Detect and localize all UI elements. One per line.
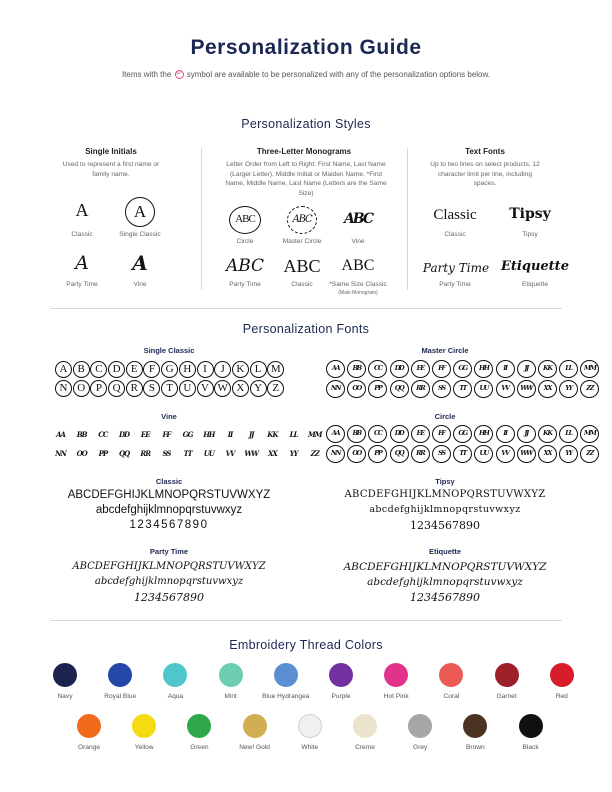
thread-label: Royal Blue: [104, 693, 137, 700]
thread-swatch-garnet: [495, 663, 519, 687]
single-classic-letter: A: [55, 361, 72, 378]
thread-swatch-blue-hydrangea: [274, 663, 298, 687]
single-classic-letter: R: [126, 380, 143, 397]
circle-letter: KK: [538, 425, 557, 443]
master-circle-letter: EE: [411, 360, 430, 378]
subtitle-before: Items with the: [121, 70, 172, 79]
font-etiquette-title: Etiquette: [428, 547, 462, 556]
font-single-classic-row1: [55, 361, 285, 378]
thread-label: Aqua: [167, 693, 184, 700]
single-circle-label: Single Classic: [119, 231, 161, 238]
single-classic-letter: B: [73, 361, 90, 378]
single-initials-desc: Used to represent a first name or family name.: [62, 161, 160, 178]
circle-letter: MM: [580, 425, 599, 443]
circle-letter: LL: [559, 425, 578, 443]
vine-letter: XX: [267, 449, 277, 458]
divider-fonts-threads: [50, 620, 562, 621]
three-letter-desc: Letter Order from Left to Right: First Name, Last Name (Larger Letter), Middle Initial or Maiden Name. *First Name, Middle Name, Last Name (Letters are the Same Size): [225, 161, 387, 197]
master-circle-letter: GG: [453, 360, 472, 378]
single-classic-letter: F: [143, 361, 160, 378]
circle-letter: FF: [432, 425, 451, 443]
master-circle-letter: CC: [368, 360, 387, 378]
thread-swatch-creme: [353, 714, 377, 738]
thread-swatch-navy: [53, 663, 77, 687]
circle-letter: HH: [474, 425, 493, 443]
circle-letter: TT: [453, 445, 472, 463]
subtitle-after: symbol are available to be personalized with any of the personalization options below.: [186, 70, 491, 79]
font-etiquette-lower: abcdefghijklmnopqrstuvwxyz: [367, 576, 523, 588]
single-initials-title: Single Initials: [85, 147, 137, 156]
mono-classic-label: Classic: [291, 281, 313, 288]
vine-letter: II: [227, 430, 233, 439]
font-etiquette-digits: 1234567890: [410, 591, 480, 604]
master-circle-letter: VV: [496, 380, 515, 398]
master-circle-letter: YY: [559, 380, 578, 398]
vine-letter: OO: [76, 449, 87, 458]
circle-letter: DD: [390, 425, 409, 443]
thread-swatch-purple: [329, 663, 353, 687]
text-fonts-desc: Up to two lines on select products, 12 character limit per line, including spaces.: [430, 161, 540, 187]
master-circle-letter: WW: [517, 380, 536, 398]
thread-swatch-black: [519, 714, 543, 738]
circle-letter: ZZ: [580, 445, 599, 463]
single-classic-letter: X: [232, 380, 249, 397]
master-circle-letter: LL: [559, 360, 578, 378]
thread-label: White: [301, 744, 319, 751]
circle-letter: JJ: [517, 425, 536, 443]
vine-letter: NN: [55, 449, 66, 458]
master-circle-letter: QQ: [390, 380, 409, 398]
vine-letter: QQ: [118, 449, 130, 458]
single-classic-letter: D: [108, 361, 125, 378]
text-classic-sample: Classic: [433, 207, 477, 223]
master-circle-letter: MM: [580, 360, 599, 378]
font-single-classic-row2: [55, 380, 285, 397]
text-etiquette-sample: Etiquette: [501, 259, 569, 274]
mono-master-circle-sample: ABC: [287, 206, 317, 234]
page-title: Personalization Guide: [190, 36, 422, 59]
single-classic-letter: C: [90, 361, 107, 378]
vine-letter: FF: [162, 430, 171, 439]
font-party-time-lower: abcdefghijklmnopqrstuvwxyz: [94, 576, 244, 587]
vine-letter: GG: [182, 430, 193, 439]
mono-same-size-sample: ABC: [341, 257, 375, 274]
circle-letter: GG: [453, 425, 472, 443]
circle-letter: CC: [368, 425, 387, 443]
thread-swatch-mint: [219, 663, 243, 687]
thread-label: Creme: [355, 744, 375, 751]
thread-swatch-green: [187, 714, 211, 738]
master-circle-letter: FF: [432, 360, 451, 378]
font-classic-title: Classic: [155, 477, 183, 486]
vine-letter: EE: [140, 430, 150, 439]
circle-letter: YY: [559, 445, 578, 463]
master-circle-letter: PP: [368, 380, 387, 398]
master-circle-letter: UU: [474, 380, 493, 398]
mono-same-size-label: *Same Size Classic: [329, 281, 387, 288]
circle-letter: RR: [411, 445, 430, 463]
font-master-circle-row2: [326, 380, 601, 398]
master-circle-letter: SS: [432, 380, 451, 398]
vine-letter: PP: [98, 449, 108, 458]
thread-swatch-yellow: [132, 714, 156, 738]
font-party-time-digits: 1234567890: [134, 591, 204, 604]
master-circle-letter: NN: [326, 380, 345, 398]
single-classic-label: Classic: [71, 231, 93, 238]
vine-letter: BB: [76, 430, 87, 439]
thread-label: Red: [555, 693, 568, 700]
font-master-circle-row1: [326, 360, 601, 378]
vine-letter: HH: [203, 430, 215, 439]
thread-swatch-new-gold: [243, 714, 267, 738]
single-classic-letter: P: [90, 380, 107, 397]
single-classic-letter: Y: [250, 380, 267, 397]
single-circle-sample: A: [125, 197, 155, 227]
master-circle-letter: AA: [326, 360, 345, 378]
font-tipsy-lower: abcdefghijklmnopqrstuvwxyz: [369, 504, 521, 515]
thread-label: Purple: [331, 693, 351, 700]
vine-letter: YY: [289, 449, 298, 458]
single-classic-letter: G: [161, 361, 178, 378]
master-circle-letter: DD: [390, 360, 409, 378]
single-classic-letter: I: [197, 361, 214, 378]
single-classic-letter: S: [143, 380, 160, 397]
thread-label: Blue Hydrangea: [262, 693, 310, 700]
circle-letter: II: [496, 425, 515, 443]
master-circle-letter: ZZ: [580, 380, 599, 398]
mono-partytime-sample: ABC: [225, 256, 265, 276]
master-circle-letter: KK: [538, 360, 557, 378]
vine-letter: UU: [203, 449, 214, 458]
single-classic-letter: K: [232, 361, 249, 378]
mono-partytime-label: Party Time: [229, 281, 261, 288]
font-tipsy-digits: 1234567890: [410, 519, 480, 532]
thread-label: New! Gold: [239, 744, 270, 751]
text-fonts-title: Text Fonts: [465, 147, 505, 156]
single-partytime-sample: A: [75, 252, 89, 274]
divider-right: [407, 148, 408, 290]
circle-letter: AA: [326, 425, 345, 443]
text-tipsy-label: Tipsy: [522, 231, 538, 238]
font-tipsy-upper: ABCDEFGHIJKLMNOPQRSTUVWXYZ: [344, 489, 546, 500]
personalization-p-icon: P: [175, 70, 184, 79]
single-classic-letter: T: [161, 380, 178, 397]
thread-label: Orange: [78, 744, 100, 751]
single-classic-letter: V: [197, 380, 214, 397]
font-vine-row2: [51, 445, 326, 463]
vine-letter: SS: [162, 449, 171, 458]
vine-letter: AA: [56, 430, 65, 439]
mono-vine-label: Vine: [351, 238, 365, 245]
fonts-heading: Personalization Fonts: [242, 322, 370, 336]
single-vine-label: Vine: [133, 281, 147, 288]
circle-letter: SS: [432, 445, 451, 463]
font-classic-upper: ABCDEFGHIJKLMNOPQRSTUVWXYZ: [67, 489, 271, 501]
divider-styles-fonts: [50, 308, 562, 309]
master-circle-letter: OO: [347, 380, 366, 398]
master-circle-letter: HH: [474, 360, 493, 378]
mono-master-circle-label: Master Circle: [282, 238, 322, 245]
vine-letter: KK: [267, 430, 278, 439]
text-partytime-label: Party Time: [439, 281, 471, 288]
vine-letter: ZZ: [310, 449, 319, 458]
threads-heading: Embroidery Thread Colors: [229, 638, 383, 652]
single-classic-letter: E: [126, 361, 143, 378]
mono-classic-sample: ABC: [283, 256, 321, 276]
font-master-circle-title: Master Circle: [421, 346, 469, 355]
single-classic-letter: N: [55, 380, 72, 397]
thread-swatch-orange: [77, 714, 101, 738]
font-circle-row2: [326, 445, 601, 463]
thread-swatch-royal-blue: [108, 663, 132, 687]
circle-letter: VV: [496, 445, 515, 463]
circle-letter: XX: [538, 445, 557, 463]
vine-letter: CC: [98, 430, 108, 439]
font-etiquette-upper: ABCDEFGHIJKLMNOPQRSTUVWXYZ: [343, 561, 547, 573]
font-vine-title: Vine: [161, 412, 177, 421]
circle-letter: OO: [347, 445, 366, 463]
font-classic-digits: 1234567890: [129, 519, 209, 531]
master-circle-letter: XX: [538, 380, 557, 398]
thread-label: Yellow: [134, 744, 154, 751]
thread-label: Garnet: [496, 693, 517, 700]
mono-circle-sample: ABC: [229, 206, 261, 234]
circle-letter: WW: [517, 445, 536, 463]
single-classic-letter: O: [73, 380, 90, 397]
single-classic-letter: Z: [267, 380, 284, 397]
styles-heading: Personalization Styles: [241, 117, 371, 131]
text-tipsy-sample: Tipsy: [509, 206, 551, 222]
circle-letter: EE: [411, 425, 430, 443]
font-single-classic-title: Single Classic: [143, 346, 195, 355]
thread-swatch-white: [298, 714, 322, 738]
thread-swatch-coral: [439, 663, 463, 687]
single-partytime-label: Party Time: [66, 281, 98, 288]
single-classic-letter: W: [214, 380, 231, 397]
single-classic-letter: J: [214, 361, 231, 378]
circle-letter: BB: [347, 425, 366, 443]
text-etiquette-label: Etiquette: [521, 281, 549, 288]
master-circle-letter: BB: [347, 360, 366, 378]
page-subtitle: [0, 70, 612, 79]
single-classic-letter: M: [267, 361, 284, 378]
vine-letter: TT: [183, 449, 192, 458]
thread-label: Black: [522, 744, 539, 751]
font-circle-row1: [326, 425, 601, 443]
master-circle-letter: II: [496, 360, 515, 378]
font-vine-row1: [51, 426, 326, 444]
mono-same-size-sublabel: (Male Monogram): [338, 290, 378, 296]
circle-letter: NN: [326, 445, 345, 463]
master-circle-letter: RR: [411, 380, 430, 398]
vine-letter: DD: [118, 430, 130, 439]
thread-label: Brown: [466, 744, 485, 751]
thread-label: Green: [190, 744, 209, 751]
single-classic-letter: L: [250, 361, 267, 378]
font-party-time-upper: ABCDEFGHIJKLMNOPQRSTUVWXYZ: [72, 561, 266, 572]
circle-letter: QQ: [390, 445, 409, 463]
thread-label: Mint: [224, 693, 237, 700]
font-tipsy-title: Tipsy: [435, 477, 455, 486]
mono-vine-sample: ABC: [343, 211, 373, 227]
single-classic-letter: Q: [108, 380, 125, 397]
thread-swatch-aqua: [163, 663, 187, 687]
vine-letter: LL: [289, 430, 298, 439]
master-circle-letter: TT: [453, 380, 472, 398]
vine-letter: RR: [140, 449, 151, 458]
thread-label: Coral: [443, 693, 460, 700]
thread-label: Grey: [413, 744, 428, 751]
thread-swatch-grey: [408, 714, 432, 738]
font-circle-title: Circle: [434, 412, 456, 421]
single-vine-sample: A: [132, 251, 148, 275]
mono-circle-label: Circle: [236, 238, 254, 245]
thread-swatch-brown: [463, 714, 487, 738]
master-circle-letter: JJ: [517, 360, 536, 378]
text-partytime-sample: Party Time: [422, 261, 490, 275]
vine-letter: JJ: [248, 430, 254, 439]
circle-letter: UU: [474, 445, 493, 463]
three-letter-title: Three-Letter Monograms: [256, 147, 352, 156]
thread-swatch-hot-pink: [384, 663, 408, 687]
vine-letter: MM: [308, 430, 322, 439]
single-classic-sample: A: [75, 200, 89, 220]
vine-letter: VV: [225, 449, 235, 458]
divider-left: [201, 148, 202, 290]
font-classic-lower: abcdefghijklmnopqrstuvwxyz: [95, 504, 243, 516]
single-classic-letter: H: [179, 361, 196, 378]
thread-label: Hot Pink: [383, 693, 409, 700]
text-classic-label: Classic: [444, 231, 466, 238]
vine-letter: WW: [244, 449, 259, 458]
thread-label: Navy: [57, 693, 73, 700]
single-classic-letter: U: [179, 380, 196, 397]
thread-swatch-red: [550, 663, 574, 687]
font-party-time-title: Party Time: [149, 547, 189, 556]
circle-letter: PP: [368, 445, 387, 463]
